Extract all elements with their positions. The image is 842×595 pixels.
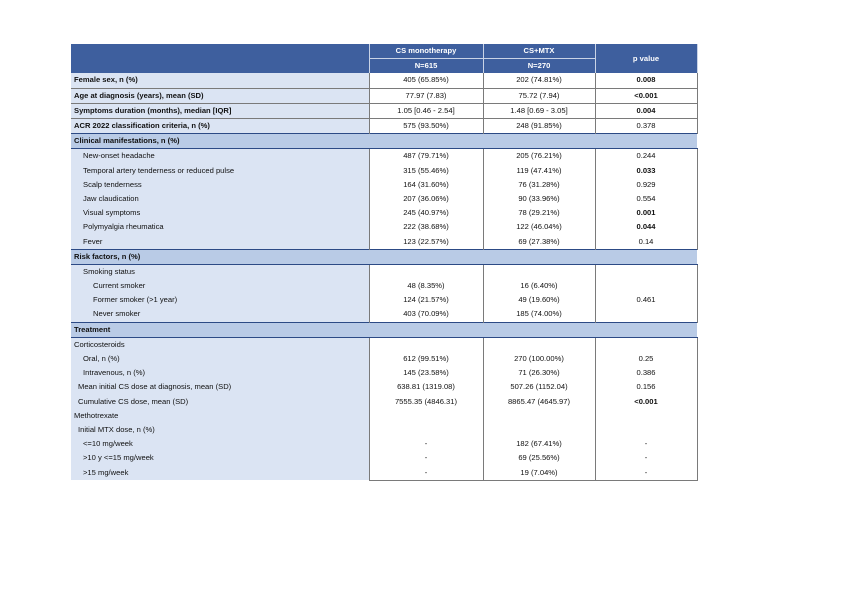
section-header-treatment <box>71 322 697 337</box>
table-row <box>71 451 697 465</box>
cs-value <box>369 337 483 352</box>
mtx-value: 8865.47 (4645.97) <box>483 395 595 409</box>
p-value: - <box>595 465 697 480</box>
cs-value: 1.05 [0.46 - 2.54] <box>369 103 483 118</box>
p-value: 0.004 <box>595 103 697 118</box>
table-row <box>71 409 697 423</box>
p-value: 0.378 <box>595 118 697 133</box>
mtx-value: 49 (19.60%) <box>483 293 595 307</box>
table-row <box>71 164 697 178</box>
row-label: Never smoker <box>71 307 369 322</box>
row-label: Former smoker (>1 year) <box>71 293 369 307</box>
row-label: >10 y <=15 mg/week <box>71 451 369 465</box>
mtx-value <box>483 264 595 279</box>
header-p-value: p value <box>595 44 697 73</box>
mtx-value <box>483 337 595 352</box>
mtx-value: 69 (25.56%) <box>483 451 595 465</box>
row-label: Oral, n (%) <box>71 352 369 366</box>
table-row <box>71 380 697 394</box>
section-header-clinical <box>71 134 697 149</box>
p-value: 0.386 <box>595 366 697 380</box>
mtx-value: 270 (100.00%) <box>483 352 595 366</box>
section-title: Treatment <box>71 322 697 337</box>
cs-value: - <box>369 465 483 480</box>
header-row <box>71 44 697 59</box>
cs-value: 124 (21.57%) <box>369 293 483 307</box>
smoking-status-label: Smoking status <box>71 264 369 279</box>
p-value: 0.001 <box>595 206 697 220</box>
header-cs-monotherapy: CS monotherapy <box>369 44 483 59</box>
table-row <box>71 103 697 118</box>
section-header-risk <box>71 249 697 264</box>
cs-value: 405 (65.85%) <box>369 73 483 88</box>
row-label: <=10 mg/week <box>71 437 369 451</box>
cs-value: 612 (99.51%) <box>369 352 483 366</box>
cs-value: 245 (40.97%) <box>369 206 483 220</box>
p-value <box>595 409 697 423</box>
table-row <box>71 423 697 437</box>
section-title: Clinical manifestations, n (%) <box>71 134 697 149</box>
table-row <box>71 178 697 192</box>
table-row <box>71 149 697 164</box>
methotrexate-label: Methotrexate <box>71 409 369 423</box>
table-row <box>71 465 697 480</box>
row-label: ACR 2022 classification criteria, n (%) <box>71 118 369 133</box>
table-row <box>71 234 697 249</box>
cs-value <box>369 264 483 279</box>
corticosteroids-label: Corticosteroids <box>71 337 369 352</box>
p-value <box>595 264 697 279</box>
mtx-value: 16 (6.40%) <box>483 279 595 293</box>
mtx-value: 78 (29.21%) <box>483 206 595 220</box>
p-value: 0.554 <box>595 192 697 206</box>
mtx-value: 69 (27.38%) <box>483 234 595 249</box>
table-row <box>71 352 697 366</box>
p-value <box>595 337 697 352</box>
p-value: 0.14 <box>595 234 697 249</box>
mtx-value: 1.48 [0.69 - 3.05] <box>483 103 595 118</box>
table-row <box>71 264 697 279</box>
p-value: 0.033 <box>595 164 697 178</box>
mtx-value <box>483 409 595 423</box>
p-value: <0.001 <box>595 88 697 103</box>
cs-value: - <box>369 451 483 465</box>
mtx-value: 76 (31.28%) <box>483 178 595 192</box>
p-value: 0.044 <box>595 220 697 234</box>
mtx-value: 202 (74.81%) <box>483 73 595 88</box>
p-value: 0.25 <box>595 352 697 366</box>
table-row <box>71 437 697 451</box>
table-row <box>71 73 697 88</box>
p-value: - <box>595 451 697 465</box>
row-label: Female sex, n (%) <box>71 73 369 88</box>
row-label: Fever <box>71 234 369 249</box>
section-title: Risk factors, n (%) <box>71 249 697 264</box>
table-row <box>71 118 697 133</box>
row-label: Age at diagnosis (years), mean (SD) <box>71 88 369 103</box>
cs-value: - <box>369 437 483 451</box>
mtx-value: 182 (67.41%) <box>483 437 595 451</box>
mtx-value: 507.26 (1152.04) <box>483 380 595 394</box>
table-row <box>71 337 697 352</box>
mtx-value: 185 (74.00%) <box>483 307 595 322</box>
table-row <box>71 395 697 409</box>
table-row <box>71 220 697 234</box>
mtx-value: 19 (7.04%) <box>483 465 595 480</box>
cs-value <box>369 423 483 437</box>
cs-value: 48 (8.35%) <box>369 279 483 293</box>
cs-value: 315 (55.46%) <box>369 164 483 178</box>
p-value: - <box>595 437 697 451</box>
row-label: Jaw claudication <box>71 192 369 206</box>
cs-value: 145 (23.58%) <box>369 366 483 380</box>
row-label: Polymyalgia rheumatica <box>71 220 369 234</box>
mtx-value: 75.72 (7.94) <box>483 88 595 103</box>
cs-value: 123 (22.57%) <box>369 234 483 249</box>
cs-value <box>369 409 483 423</box>
row-label: Cumulative CS dose, mean (SD) <box>71 395 369 409</box>
smoking-p-value: 0.461 <box>595 279 697 322</box>
cs-value: 7555.35 (4846.31) <box>369 395 483 409</box>
table-row <box>71 88 697 103</box>
mtx-value: 122 (46.04%) <box>483 220 595 234</box>
cs-value: 77.97 (7.83) <box>369 88 483 103</box>
header-blank-cell <box>71 44 369 73</box>
mtx-value: 71 (26.30%) <box>483 366 595 380</box>
row-label: Mean initial CS dose at diagnosis, mean (SD) <box>71 380 369 394</box>
cs-value: 207 (36.06%) <box>369 192 483 206</box>
p-value: <0.001 <box>595 395 697 409</box>
cs-value: 403 (70.09%) <box>369 307 483 322</box>
header-mtx-n: N=270 <box>483 59 595 74</box>
mtx-value: 248 (91.85%) <box>483 118 595 133</box>
table-row <box>71 366 697 380</box>
row-label: Scalp tenderness <box>71 178 369 192</box>
row-label: >15 mg/week <box>71 465 369 480</box>
p-value: 0.244 <box>595 149 697 164</box>
cs-value: 575 (93.50%) <box>369 118 483 133</box>
mtx-value: 205 (76.21%) <box>483 149 595 164</box>
p-value: 0.929 <box>595 178 697 192</box>
cs-value: 638.81 (1319.08) <box>369 380 483 394</box>
mtx-value: 119 (47.41%) <box>483 164 595 178</box>
row-label: Current smoker <box>71 279 369 293</box>
row-label: New-onset headache <box>71 149 369 164</box>
row-label: Visual symptoms <box>71 206 369 220</box>
mtx-value: 90 (33.96%) <box>483 192 595 206</box>
table-row <box>71 192 697 206</box>
header-cs-mtx: CS+MTX <box>483 44 595 59</box>
baseline-characteristics-table <box>71 44 698 481</box>
p-value <box>595 423 697 437</box>
row-label: Intravenous, n (%) <box>71 366 369 380</box>
mtx-value <box>483 423 595 437</box>
cs-value: 222 (38.68%) <box>369 220 483 234</box>
table-row <box>71 279 697 293</box>
row-label: Symptoms duration (months), median [IQR] <box>71 103 369 118</box>
p-value: 0.008 <box>595 73 697 88</box>
mtx-dose-label: Initial MTX dose, n (%) <box>71 423 369 437</box>
cs-value: 164 (31.60%) <box>369 178 483 192</box>
p-value: 0.156 <box>595 380 697 394</box>
cs-value: 487 (79.71%) <box>369 149 483 164</box>
header-cs-n: N=615 <box>369 59 483 74</box>
row-label: Temporal artery tenderness or reduced pulse <box>71 164 369 178</box>
table-row <box>71 206 697 220</box>
